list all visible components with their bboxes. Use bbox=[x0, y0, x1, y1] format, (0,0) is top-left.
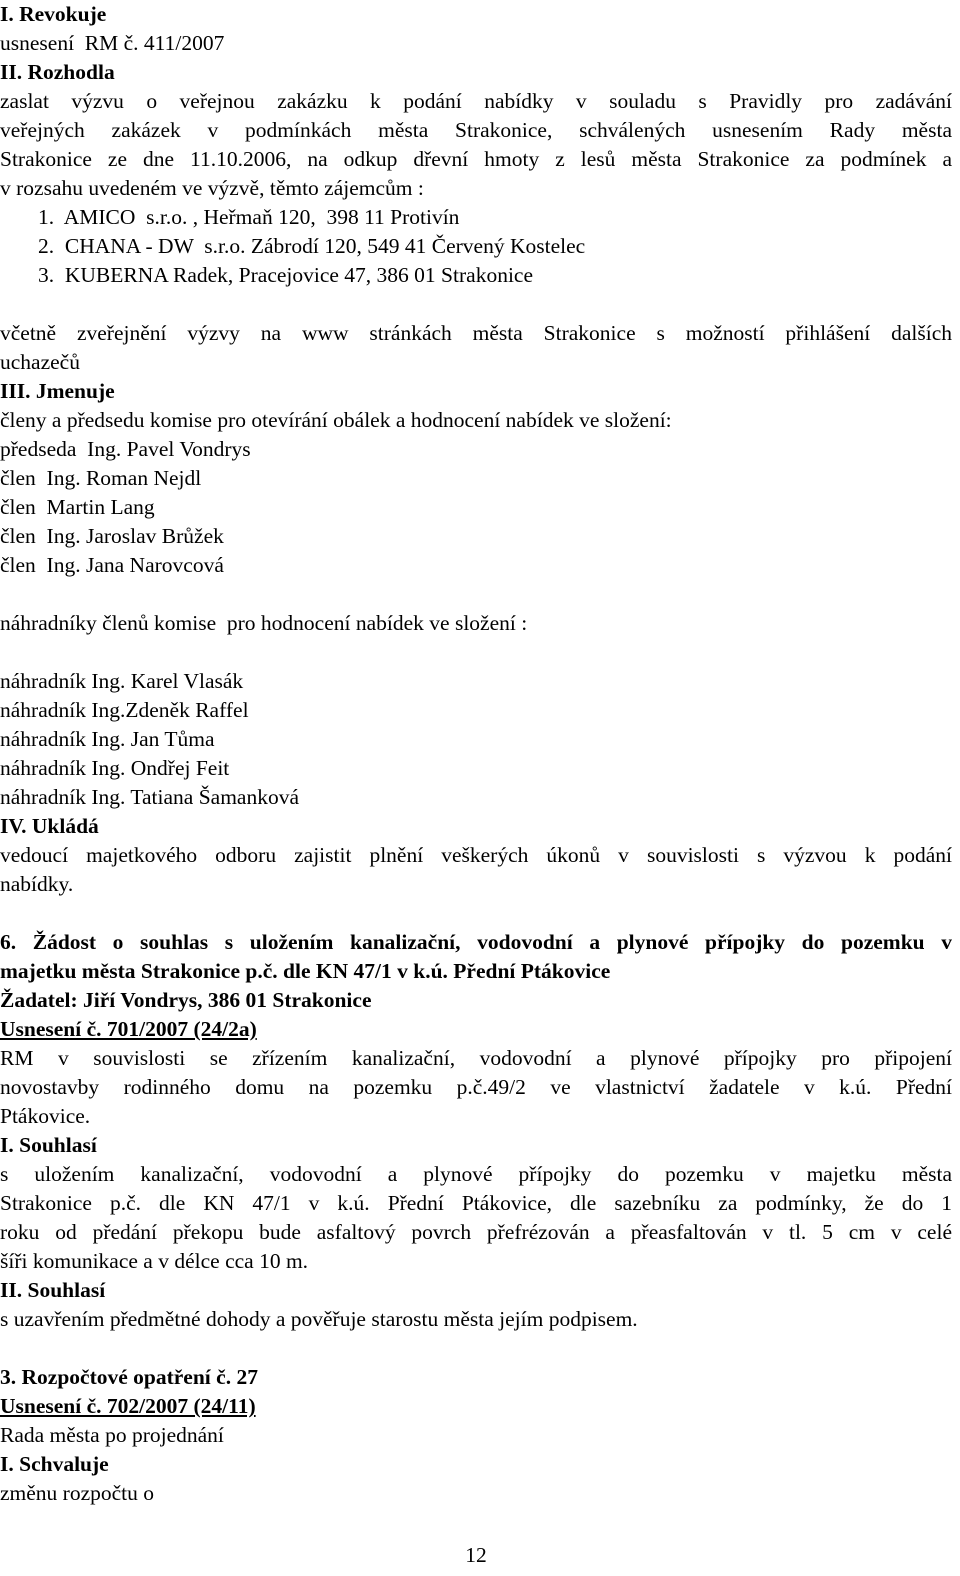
substitute-member: náhradník Ing. Karel Vlasák bbox=[0, 669, 244, 693]
agenda-item-title: 6. Žádost o souhlas s uložením kanalizační, vodovodní a plynové přípojky do pozemku v bbox=[0, 930, 952, 954]
committee-member: člen Ing. Roman Nejdl bbox=[0, 466, 202, 490]
applicant-item: 3. KUBERNA Radek, Pracejovice 47, 386 01 Strakonice bbox=[38, 263, 534, 287]
paragraph-line: zaslat výzvu o veřejnou zakázku k podání nabídky v souladu s Pravidly pro zadávání bbox=[0, 89, 952, 113]
substitutes-intro: náhradníky členů komise pro hodnocení nabídek ve složení : bbox=[0, 611, 528, 635]
section-heading-jmenuje: III. Jmenuje bbox=[0, 379, 115, 403]
paragraph-line: novostavby rodinného domu na pozemku p.č.49/2 ve vlastnictví žadatele v k.ú. Přední bbox=[0, 1075, 952, 1099]
committee-member: člen Martin Lang bbox=[0, 495, 155, 519]
substitute-member: náhradník Ing. Jan Tůma bbox=[0, 727, 215, 751]
section-heading-souhlasi-2: II. Souhlasí bbox=[0, 1278, 106, 1302]
applicant-item: 2. CHANA - DW s.r.o. Zábrodí 120, 549 41 Červený Kostelec bbox=[38, 234, 586, 258]
substitute-member: náhradník Ing. Tatiana Šamanková bbox=[0, 785, 300, 809]
section-heading-schvaluje: I. Schvaluje bbox=[0, 1452, 109, 1476]
paragraph-line: nabídky. bbox=[0, 872, 74, 896]
agenda-item-title: majetku města Strakonice p.č. dle KN 47/1 v k.ú. Přední Ptákovice bbox=[0, 959, 611, 983]
applicant-item: 1. AMICO s.r.o. , Heřmaň 120, 398 11 Protivín bbox=[38, 205, 460, 229]
paragraph-line: vedoucí majetkového odboru zajistit plnění veškerých úkonů v souvislosti s výzvou k podání bbox=[0, 843, 952, 867]
substitute-member: náhradník Ing.Zdeněk Raffel bbox=[0, 698, 249, 722]
paragraph-line: uchazečů bbox=[0, 350, 80, 374]
paragraph-line: roku od předání překopu bude asfaltový povrch přefrézován a přeasfaltován v tl. 5 cm v celé bbox=[0, 1220, 952, 1244]
paragraph-line: členy a předsedu komise pro otevírání obálek a hodnocení nabídek ve složení: bbox=[0, 408, 672, 432]
paragraph-line: veřejných zakázek v podmínkách města Strakonice, schválených usnesením Rady města bbox=[0, 118, 952, 142]
resolution-number: Usnesení č. 701/2007 (24/2a) bbox=[0, 1017, 257, 1041]
paragraph-line: včetně zveřejnění výzvy na www stránkách města Strakonice s možností přihlášení dalších bbox=[0, 321, 952, 345]
committee-member: člen Ing. Jana Narovcová bbox=[0, 553, 224, 577]
section-heading-uklada: IV. Ukládá bbox=[0, 814, 99, 838]
agenda-item-title: 3. Rozpočtové opatření č. 27 bbox=[0, 1365, 258, 1389]
applicant-line: Žadatel: Jiří Vondrys, 386 01 Strakonice bbox=[0, 988, 372, 1012]
paragraph-line: šíři komunikace a v délce cca 10 m. bbox=[0, 1249, 309, 1273]
page-number: 12 bbox=[465, 1543, 487, 1567]
section-heading-revokuje: I. Revokuje bbox=[0, 2, 107, 26]
section-heading-souhlasi: I. Souhlasí bbox=[0, 1133, 97, 1157]
paragraph-line: Strakonice p.č. dle KN 47/1 v k.ú. Přední Ptákovice, dle sazebníku za podmínky, že do 1 bbox=[0, 1191, 952, 1215]
section-heading-rozhodla: II. Rozhodla bbox=[0, 60, 115, 84]
paragraph-line: Ptákovice. bbox=[0, 1104, 91, 1128]
paragraph-line: v rozsahu uvedeném ve výzvě, těmto zájemcům : bbox=[0, 176, 424, 200]
resolution-number: Usnesení č. 702/2007 (24/11) bbox=[0, 1394, 256, 1418]
paragraph-line: s uložením kanalizační, vodovodní a plynové přípojky do pozemku v majetku města bbox=[0, 1162, 952, 1186]
paragraph-line: změnu rozpočtu o bbox=[0, 1481, 155, 1505]
paragraph-line: RM v souvislosti se zřízením kanalizační, vodovodní a plynové přípojky pro připojení bbox=[0, 1046, 952, 1070]
committee-member: předseda Ing. Pavel Vondrys bbox=[0, 437, 251, 461]
paragraph-line: Strakonice ze dne 11.10.2006, na odkup dřevní hmoty z lesů města Strakonice za podmínek a bbox=[0, 147, 952, 171]
committee-member: člen Ing. Jaroslav Brůžek bbox=[0, 524, 224, 548]
paragraph-line: Rada města po projednání bbox=[0, 1423, 224, 1447]
revoked-resolution: usnesení RM č. 411/2007 bbox=[0, 31, 225, 55]
substitute-member: náhradník Ing. Ondřej Feit bbox=[0, 756, 230, 780]
paragraph-line: s uzavřením předmětné dohody a pověřuje starostu města jejím podpisem. bbox=[0, 1307, 638, 1331]
